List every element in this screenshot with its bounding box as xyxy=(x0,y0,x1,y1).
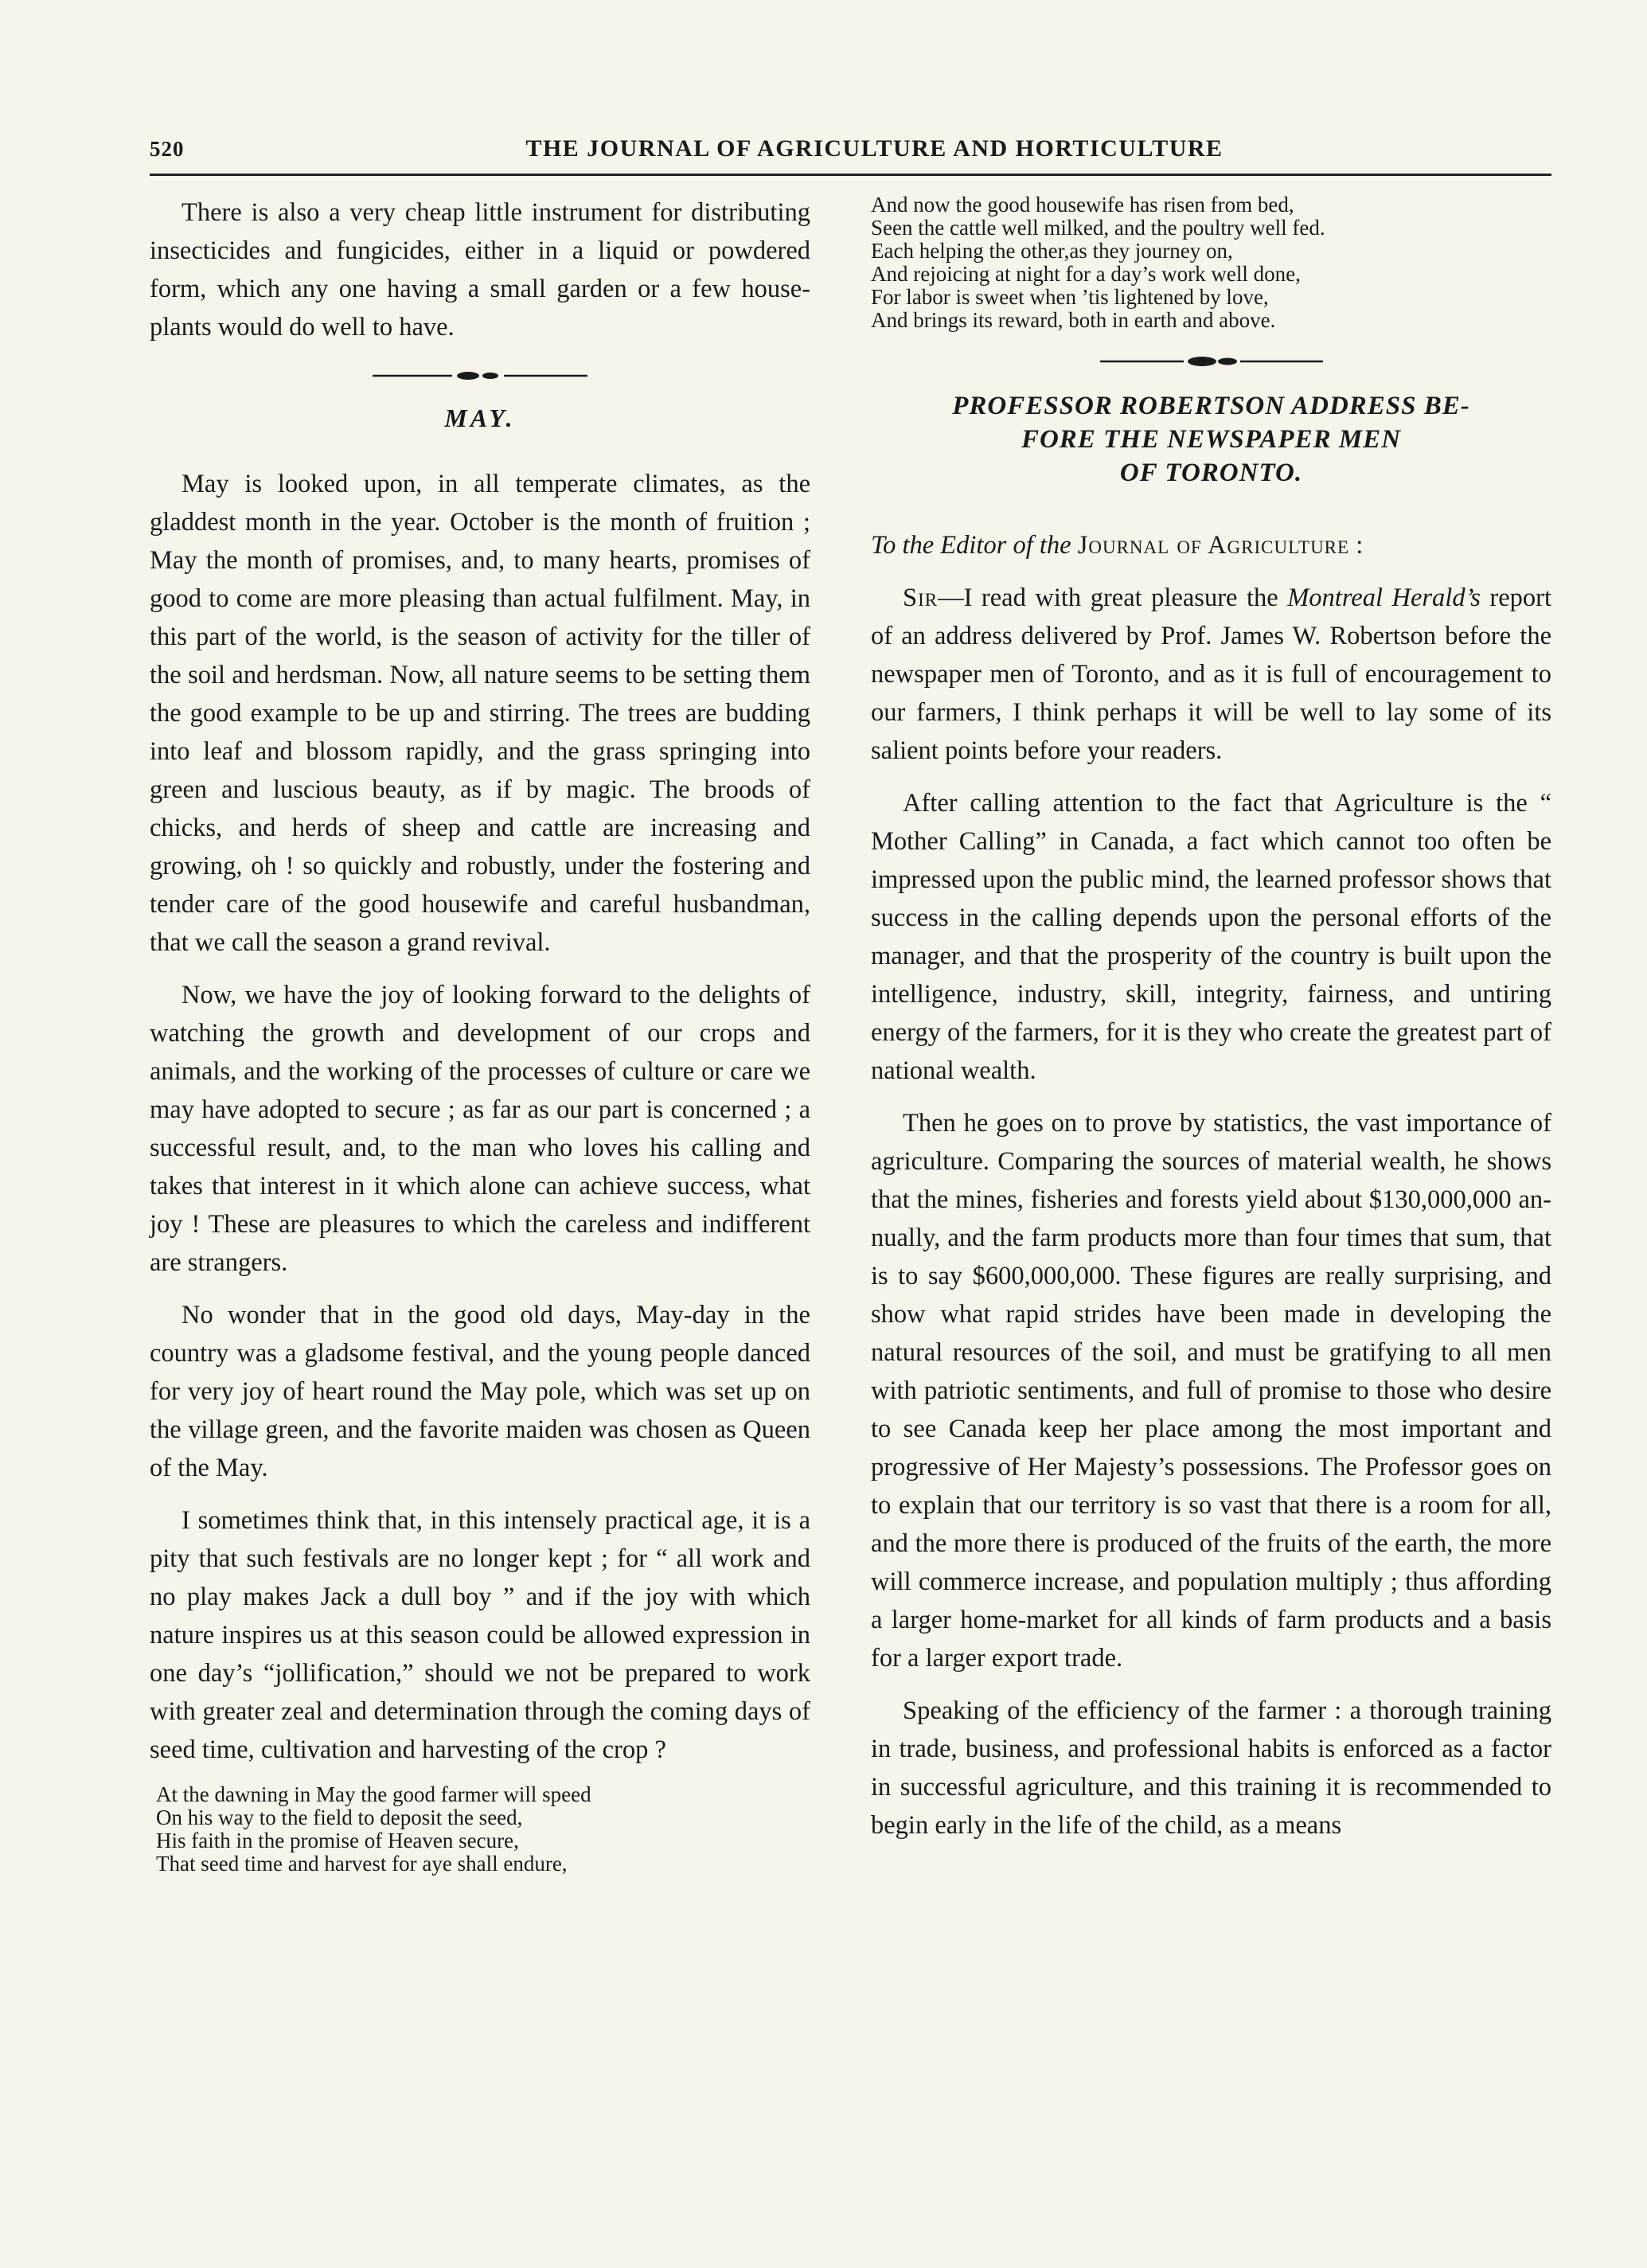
verse-line: At the dawning in May the good farmer will speed xyxy=(156,1782,591,1806)
article-title xyxy=(871,389,1551,490)
header-rule xyxy=(150,174,1551,176)
newspaper-name: Montreal Herald’s xyxy=(1287,584,1481,612)
verse-stanza-1 xyxy=(150,1783,810,1876)
left-column xyxy=(150,193,810,1876)
verse-line: That seed time and harvest for aye shall endure, xyxy=(156,1852,568,1876)
article-title-line: OF TORONTO. xyxy=(1119,459,1303,487)
may-paragraph-3: No wonder that in the good old days, May-day in the country was a gladsome festival, and the young people danced for very joy of heart round the May pole, which was set up on the village green, and the favorite maiden was chosen as Queen of the May. xyxy=(150,1301,810,1482)
article-paragraph-2: Then he goes on to prove by statistics, the vast importance of agriculture. Comparing the sources of material wealth, he shows that the mines, fisheries and forests yield about $130,000,000 annually, and the farm products more than four times that sum, that is to say $600,000,000. These figures are really surprising, and show what rapid strides have been made in developing the natural resources of the soil, and must be gratifying to all men with patriotic sentiments, and full of promise to those who desire to see Canada keep her place among the most important and progressive of Her Majesty’s possessions. The Professor goes on to explain that our territory is so vast that there is a room for all, and the more there is produced of the fruits of the earth, the more will commerce increase, and population multiply ; thus affording a larger home-market for all kinds of farm products and a basis for a larger export trade. xyxy=(871,1109,1551,1673)
salutation-journal-name: Journal of Agriculture xyxy=(1077,531,1350,560)
article-paragraph-3: Speaking of the efficiency of the farmer : a thorough training in trade, business, and professional habits is enforced as a factor in successful agriculture, and this training it is recommended to begin early in the life of the child, as a means xyxy=(871,1696,1551,1840)
section-title-may: MAY. xyxy=(444,404,516,432)
letter-opening-text: —I read with great pleasure the xyxy=(938,584,1288,612)
verse-line: And brings its reward, both in earth and above. xyxy=(871,308,1276,332)
letter-opening-paragraph xyxy=(871,579,1551,770)
letter-opening-text: report of an address delivered by Prof. James W. Robertson before the newspaper men of Toronto, and as it is full of encouragement to our farmers, I think perhaps it will be well to lay some of its salient points before your readers. xyxy=(871,584,1551,765)
article-title-line: PROFESSOR ROBERTSON ADDRESS BE- xyxy=(952,392,1470,420)
running-title: THE JOURNAL OF AGRICULTURE AND HORTICULTURE xyxy=(525,135,1224,162)
section-divider-ornament xyxy=(373,370,587,381)
verse-line: For labor is sweet when ’tis lightened by love, xyxy=(871,285,1269,309)
may-paragraph-4: I sometimes think that, in this intensely practical age, it is a pity that such festivals are no longer kept ; for “ all work and no play makes Jack a dull boy ” and if the joy with which nature inspires us at this season could be allowed expression in one day’s “jollification,” should we not be prepared to work with greater zeal and determination through the coming days of seed time, cultivation and harvesting of the crop ? xyxy=(150,1506,810,1764)
right-column xyxy=(871,193,1551,1876)
verse-line: On his way to the field to deposit the seed, xyxy=(156,1805,523,1829)
salutation-prefix: To the Editor of the xyxy=(871,531,1071,560)
letter-salutation-sir: Sir xyxy=(903,584,939,612)
article-title-line: FORE THE NEWSPAPER MEN xyxy=(1021,425,1402,454)
may-paragraph-2: Now, we have the joy of looking forward to the delights of watching the growth and development of our crops and animals, and the working of the processes of culture or care we may have adopted to secure ; as far as our part is concerned ; a successful result, and, to the man who loves his calling and takes that interest in it which alone can achieve success, what joy ! These are pleasures to which the careless and indifferent are strangers. xyxy=(150,981,810,1277)
verse-line: And now the good housewife has risen from bed, xyxy=(871,193,1294,217)
article-paragraph-1: After calling attention to the fact that Agriculture is the “ Mother Calling” in Canada, a fact which cannot too often be impressed upon the public mind, the learned professor shows that success in the calling depends upon the personal efforts of the manager, and that the prosperity of the country is built upon the intelligence, industry, skill, integrity, fairness, and untiring energy of the farmers, for it is they who create the greatest part of national wealth. xyxy=(871,789,1551,1085)
salutation xyxy=(871,526,1551,564)
verse-stanza-2 xyxy=(871,193,1551,332)
verse-line: Seen the cattle well milked, and the poultry well fed. xyxy=(871,216,1325,240)
salutation-colon: : xyxy=(1349,531,1364,560)
section-divider-ornament xyxy=(1100,356,1323,367)
page-number: 520 xyxy=(150,137,185,161)
verse-line: And rejoicing at night for a day’s work well done, xyxy=(871,262,1301,286)
verse-line: Each helping the other,as they journey on, xyxy=(871,239,1233,263)
verse-line: His faith in the promise of Heaven secure, xyxy=(156,1829,519,1852)
intro-paragraph: There is also a very cheap little instrument for distributing insecticides and fungicides, either in a liquid or powdered form, which any one having a small garden or a few house-plants would do well to have. xyxy=(150,198,810,342)
may-paragraph-1: May is looked upon, in all temperate climates, as the gladdest month in the year. October is the month of fruition ; May the month of promises, and, to many hearts, promises of good to come are more pleasing than actual fulfilment. May, in this part of the world, is the season of activity for the tiller of the soil and herdsman. Now, all nature seems to be setting them the good example to be up and stirring. The trees are budding into leaf and blossom rapidly, and the grass springing into green and luscious beauty, as if by magic. The broods of chicks, and herds of sheep and cattle are increasing and growing, oh ! so quickly and robustly, under the fostering and tender care of the good housewife and careful husbandman, that we call the season a grand revival. xyxy=(150,470,810,957)
two-column-body xyxy=(150,193,1551,1876)
page-header xyxy=(150,134,1551,169)
